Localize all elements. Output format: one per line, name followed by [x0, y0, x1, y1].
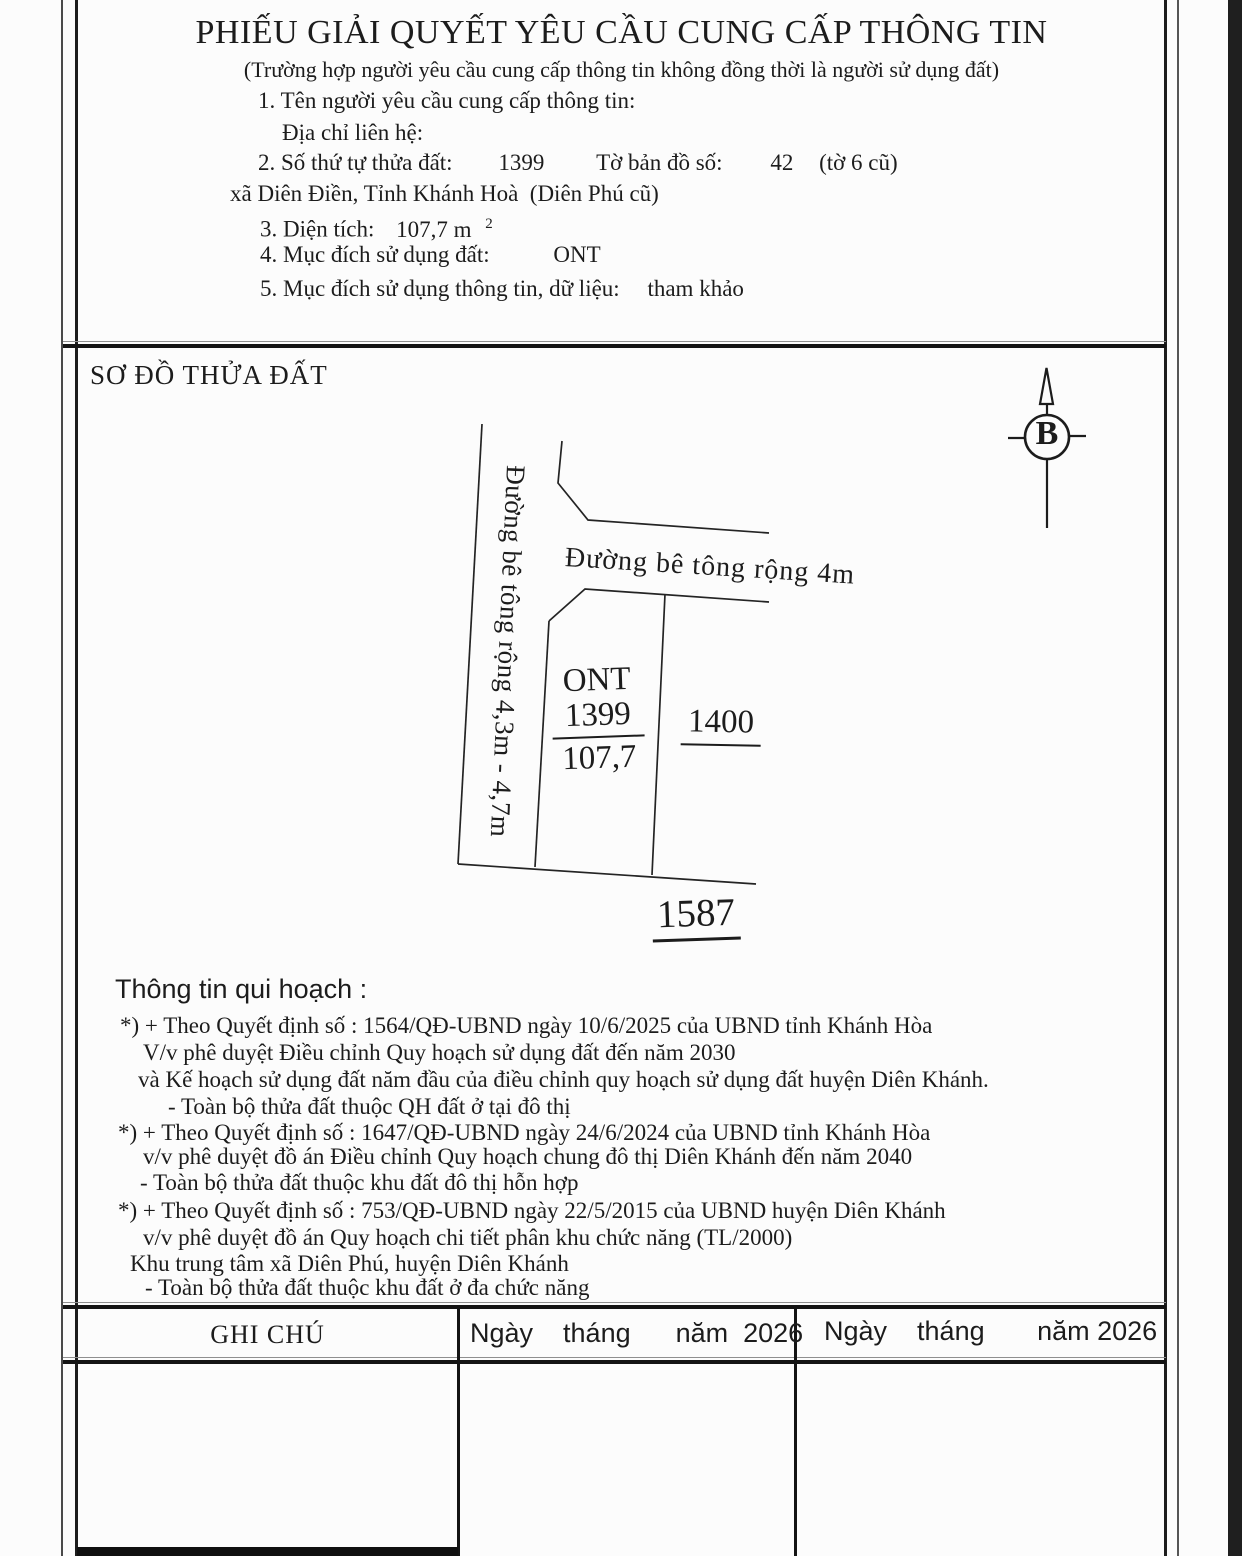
- scan-shadow-bottom: [77, 1547, 458, 1556]
- planning-line: Khu trung tâm xã Diên Phú, huyện Diên Khánh: [130, 1251, 569, 1276]
- neighbor-parcel-right-number: 1400: [681, 703, 762, 746]
- planning-line: *) + Theo Quyết định số : 1564/QĐ-UBND ngày 10/6/2025 của UBND tỉnh Khánh Hòa: [120, 1013, 933, 1038]
- parcel-number-value: 1399: [498, 150, 545, 175]
- compass-north-letter: B: [1035, 415, 1059, 452]
- diagram-heading: SƠ ĐỒ THỬA ĐẤT: [90, 360, 328, 390]
- area-label: 3. Diện tích:: [260, 216, 375, 242]
- info-purpose-value: tham khảo: [647, 276, 744, 301]
- parcel-1399-labels: [546, 661, 650, 777]
- land-use-value: ONT: [553, 242, 601, 267]
- parcel-number: 1399: [551, 696, 644, 739]
- planning-line: - Toàn bộ thửa đất thuộc khu đất ở đa chức năng: [145, 1275, 590, 1300]
- field-contact-address-label: Địa chỉ liên hệ:: [282, 120, 424, 145]
- neighbor-parcel-bottom-number: 1587: [651, 889, 741, 942]
- planning-line: *) + Theo Quyết định số : 753/QĐ-UBND ngày 22/5/2015 của UBND huyện Diên Khánh: [118, 1198, 946, 1223]
- table-top-border-thin: [63, 1302, 1166, 1303]
- parcel-area: 107,7: [561, 738, 638, 778]
- planning-line: - Toàn bộ thửa đất thuộc khu đất đô thị hỗn hợp: [140, 1170, 579, 1195]
- road-label-horizontal: Đường bê tông rộng 4m: [564, 542, 856, 591]
- field-requester-name-label: 1. Tên người yêu cầu cung cấp thông tin:: [258, 88, 636, 113]
- parcel-number-label: 2. Số thứ tự thửa đất:: [258, 150, 453, 175]
- page-title: PHIẾU GIẢI QUYẾT YÊU CẦU CUNG CẤP THÔNG TIN: [195, 14, 1048, 51]
- neighbor-parcel-right: [681, 703, 762, 746]
- planning-line: và Kế hoạch sử dụng đất năm đầu của điều chỉnh quy hoạch sử dụng đất huyện Diên Khánh.: [138, 1067, 989, 1092]
- field-location: xã Diên Điền, Tỉnh Khánh Hoà (Diên Phú cũ): [230, 181, 659, 206]
- table-header-border: [63, 1360, 1166, 1364]
- planning-heading: Thông tin qui hoạch :: [115, 974, 368, 1004]
- road-label-vertical: Đường bê tông rộng 4,3m - 4,7m: [484, 464, 531, 839]
- map-sheet-label: Tờ bản đồ số:: [596, 150, 723, 175]
- planning-line: v/v phê duyệt đồ án Điều chỉnh Quy hoạch chung đô thị Diên Khánh đến năm 2040: [143, 1144, 913, 1169]
- form-subtitle: (Trường hợp người yêu cầu cung cấp thông tin không đồng thời là người sử dụng đất): [243, 57, 1000, 82]
- date-column-header-2: Ngày tháng năm 2026: [824, 1316, 1158, 1346]
- area-unit-superscript: 2: [485, 216, 493, 232]
- planning-line: V/v phê duyệt Điều chỉnh Quy hoạch sử dụng đất đến năm 2030: [143, 1040, 736, 1065]
- planning-line: - Toàn bộ thửa đất thuộc QH đất ở tại đô thị: [168, 1094, 571, 1119]
- table-top-border: [63, 1305, 1166, 1309]
- table-header-border-thin: [63, 1357, 1166, 1358]
- map-sheet-value: 42: [770, 150, 794, 175]
- date-column-header-1: Ngày tháng năm 2026: [470, 1318, 804, 1348]
- area-value: 107,7 m: [396, 216, 472, 242]
- notes-column-header: GHI CHÚ: [210, 1320, 325, 1349]
- planning-line: *) + Theo Quyết định số : 1647/QĐ-UBND ngày 24/6/2024 của UBND tỉnh Khánh Hòa: [118, 1120, 931, 1145]
- map-sheet-note: (tờ 6 cũ): [819, 150, 898, 175]
- planning-line: v/v phê duyệt đồ án Quy hoạch chi tiết phân khu chức năng (TL/2000): [143, 1225, 793, 1250]
- land-use-label: 4. Mục đích sử dụng đất:: [260, 242, 490, 267]
- parcel-land-use: ONT: [562, 660, 632, 700]
- info-purpose-label: 5. Mục đích sử dụng thông tin, dữ liệu:: [260, 276, 620, 301]
- neighbor-parcel-bottom: [651, 889, 741, 942]
